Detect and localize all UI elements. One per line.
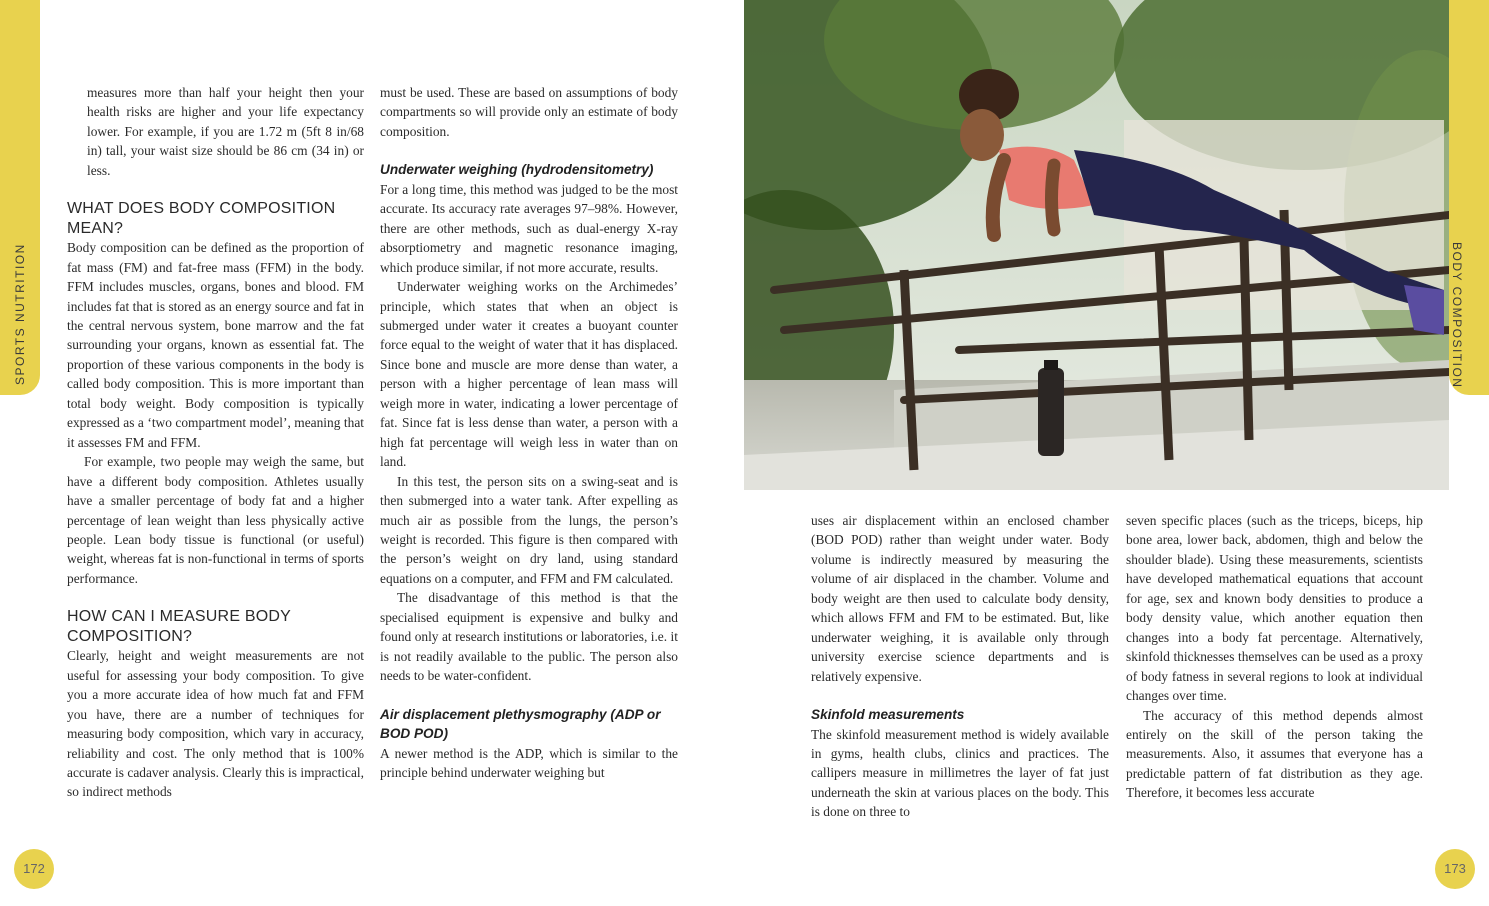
section-heading: HOW CAN I MEASURE BODY COMPOSITION? xyxy=(67,608,291,645)
page-number-right: 173 xyxy=(1435,849,1475,889)
paragraph: seven specific places (such as the triceps, biceps, hip bone area, lower back, abdomen, thigh and below the shoulder blade). Using these measurements, scientists have developed mathematical equations that account for age, sex and known body densities to produce a body density value, which another equation then changes into a body fat percentage. Alternatively, skinfold thicknesses themselves can be used as a proxy of body fatness in several regions to look at individual changes over time. xyxy=(1126,513,1423,704)
text-column-2 xyxy=(380,83,678,782)
section-tab-label: SPORTS NUTRITION xyxy=(13,243,27,385)
athlete-photo xyxy=(744,0,1449,490)
paragraph: Underwater weighing works on the Archimedes’ principle, which states that when an object is submerged under water it creates a buoyant counter force equal to the weight of water that it has displaced. Since bone and muscle are more dense than water, a person with a higher percentage of lean mass will weigh more in water, indicating a lower percentage of fat. Since fat is less dense than water, a person with a high fat percentage will weigh less in water than on land. xyxy=(380,279,678,470)
section-tab-left xyxy=(0,0,40,395)
paragraph: The accuracy of this method depends almost entirely on the skill of the person taking the measurements. Also, it assumes that everyone has a predictable pattern of fat distribution as they age. Therefore, it becomes less accurate xyxy=(1126,707,1423,801)
section-tab-label: BODY COMPOSITION xyxy=(1450,242,1464,389)
paragraph: For a long time, this method was judged to be the most accurate. Its accuracy rate averages 97–98%. However, there are other methods, such as dual-energy X-ray absorptiometry and magnetic resonance imaging, which produce similar, if not more accurate, results. xyxy=(380,181,678,275)
section-tab-right xyxy=(1449,0,1489,395)
subheading: Skinfold measurements xyxy=(811,707,965,723)
paragraph: In this test, the person sits on a swing-seat and is then submerged into a water tank. After expelling as much air as possible from the lungs, the person’s weight is recorded. This figure is then compared with the person’s weight on dry land, using standard equations on a computer, and FFM and FM calculated. xyxy=(380,473,678,586)
text-column-3 xyxy=(811,511,1109,822)
paragraph: The disadvantage of this method is that the specialised equipment is expensive and bulky and found only at research institutions or laboratories, i.e. it is not readily available to the public. The person also needs to be water-confident. xyxy=(380,590,678,684)
paragraph: uses air displacement within an enclosed chamber (BOD POD) rather than weight under water. Body volume is indirectly measured by measuring the volume of air displaced in the chamber. Volume and body weight are then used to calculate body density, which allows FFM and FM to be estimated. But, like underwater weighing, it is available only through university exercise science departments and is relatively expensive. xyxy=(811,513,1109,684)
paragraph: must be used. These are based on assumptions of body compartments so will provide only an estimate of body composition. xyxy=(380,85,678,139)
paragraph: Body composition can be defined as the proportion of fat mass (FM) and fat-free mass (FFM) in the body. FFM includes muscles, organs, bones and blood. FM includes fat that is stored as an energy source and fat in the central nervous system, bone marrow and the fat surrounding your organs, known as essential fat. The proportion of these various components in the body is called body composition. This is more important than total body weight. Body composition is typically expressed as a ‘two compartment model’, meaning that it assesses FM and FFM. xyxy=(67,240,364,450)
page-number-left: 172 xyxy=(14,849,54,889)
paragraph: For example, two people may weigh the same, but have a different body composition. Athletes usually have a smaller percentage of body fat and a higher percentage of lean weight than less physically active people. Lean body tissue is functional (or useful) weight, whereas fat is non-functional in terms of sports performance. xyxy=(67,454,364,586)
section-heading: WHAT DOES BODY COMPOSITION MEAN? xyxy=(67,200,336,237)
paragraph: Clearly, height and weight measurements are not useful for assessing your body composition. To give you a more accurate idea of how much fat and FFM you have, there are a number of techniques for measuring body composition, which vary in accuracy, reliability and cost. The only method that is 100% accurate is cadaver analysis. Clearly this is impractical, so indirect methods xyxy=(67,648,364,800)
subheading: Air displacement plethysmography (ADP or BOD POD) xyxy=(380,706,661,742)
subheading: Underwater weighing (hydrodensitometry) xyxy=(380,162,654,178)
paragraph: A newer method is the ADP, which is similar to the principle behind underwater weighing but xyxy=(380,745,678,780)
paragraph: The skinfold measurement method is widely available in gyms, health clubs, clinics and practices. The callipers measure in millimetres the layer of fat just underneath the skin at various places on the body. This is done on three to xyxy=(811,726,1109,820)
text-column-4 xyxy=(1126,511,1423,803)
text-column-1 xyxy=(67,83,364,802)
paragraph: measures more than half your height then your health risks are higher and your life expectancy lower. For example, if you are 1.72 m (5ft 8 in/68 in) tall, your waist size should be 86 cm (34 in) or less. xyxy=(87,85,364,178)
